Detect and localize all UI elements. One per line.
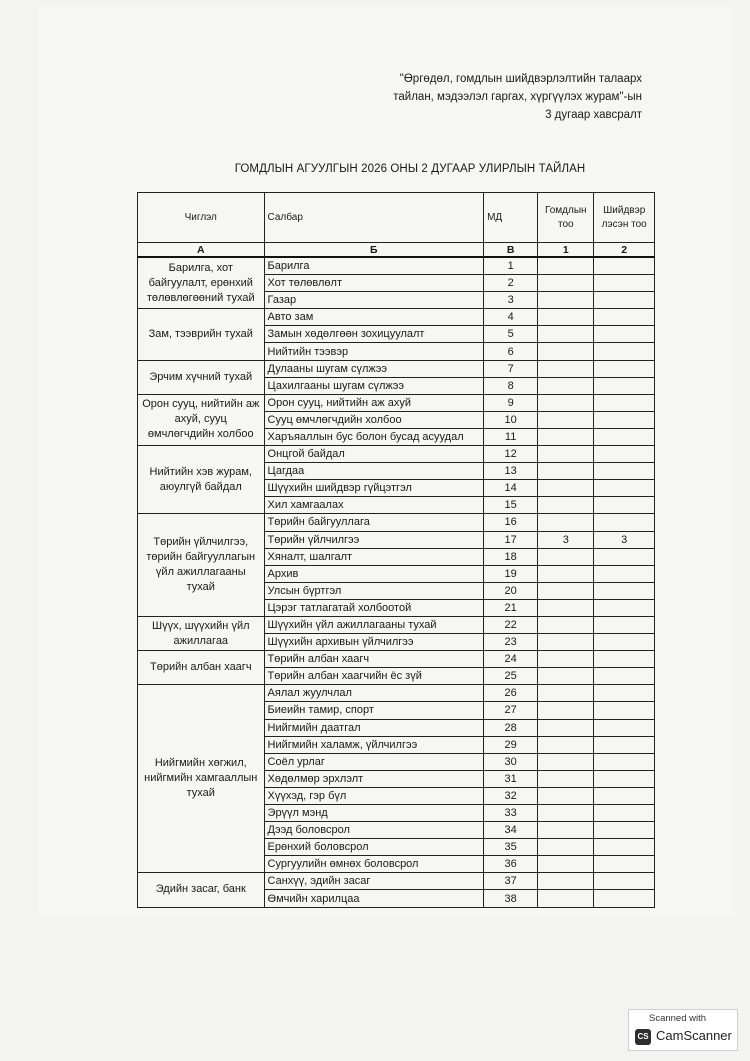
resolved-count-cell (594, 634, 655, 651)
resolved-count-cell (594, 257, 655, 275)
code-cell: 25 (484, 668, 538, 685)
resolved-count-cell (594, 582, 655, 599)
subcategory-cell: Аялал жуулчлал (264, 685, 484, 702)
subcategory-cell: Орон сууц, нийтийн аж ахуй (264, 394, 484, 411)
watermark-caption: Scanned with (649, 1013, 707, 1024)
complaint-count-cell (538, 805, 594, 822)
subcategory-cell: Өмчийн харилцаа (264, 890, 484, 907)
subcategory-cell: Хот төлөвлөлт (264, 275, 484, 292)
code-cell: 14 (484, 480, 538, 497)
resolved-count-cell (594, 839, 655, 856)
table-row (138, 360, 655, 377)
complaint-count-cell (538, 599, 594, 616)
header-resolved: Шийдвэр лэсэн тоо (594, 193, 655, 243)
resolved-count-cell (594, 343, 655, 360)
code-cell: 11 (484, 428, 538, 445)
subcategory-cell: Шүүхийн шийдвэр гүйцэтгэл (264, 480, 484, 497)
resolved-count-cell (594, 360, 655, 377)
subcategory-cell: Архив (264, 565, 484, 582)
watermark-name: CamScanner (656, 1028, 732, 1043)
subcategory-cell: Сургуулийн өмнөх боловсрол (264, 856, 484, 873)
code-cell: 23 (484, 634, 538, 651)
complaint-count-cell (538, 257, 594, 275)
subcategory-cell: Цахилгааны шугам сүлжээ (264, 377, 484, 394)
table-row (138, 685, 655, 702)
complaint-count-cell (538, 770, 594, 787)
complaint-count-cell (538, 753, 594, 770)
complaint-count-cell (538, 428, 594, 445)
table-row (138, 394, 655, 411)
resolved-count-cell (594, 719, 655, 736)
category-cell: Эрчим хүчний тухай (138, 360, 265, 394)
complaint-count-cell (538, 822, 594, 839)
subcategory-cell: Цагдаа (264, 463, 484, 480)
complaint-count-cell (538, 548, 594, 565)
resolved-count-cell (594, 651, 655, 668)
code-cell: 16 (484, 514, 538, 531)
code-cell: 36 (484, 856, 538, 873)
complaint-count-cell (538, 292, 594, 309)
resolved-count-cell (594, 702, 655, 719)
resolved-count-cell (594, 480, 655, 497)
code-cell: 22 (484, 616, 538, 633)
complaint-count-cell (538, 565, 594, 582)
table-row (138, 616, 655, 633)
resolved-count-cell (594, 822, 655, 839)
table-row (138, 873, 655, 890)
resolved-count-cell (594, 873, 655, 890)
category-cell: Нийгмийн хөгжил, нийгмийн хамгааллын тухай (138, 685, 265, 873)
code-cell: 33 (484, 805, 538, 822)
subcategory-cell: Хөдөлмөр эрхлэлт (264, 770, 484, 787)
subcategory-cell: Хил хамгаалах (264, 497, 484, 514)
code-cell: 12 (484, 446, 538, 463)
subcategory-cell: Барилга (264, 257, 484, 275)
complaint-count-cell (538, 394, 594, 411)
resolved-count-cell (594, 377, 655, 394)
appendix-line-3: 3 дугаар хавсралт (545, 109, 642, 121)
complaint-count-cell (538, 651, 594, 668)
code-cell: 10 (484, 411, 538, 428)
code-cell: 28 (484, 719, 538, 736)
subcategory-cell: Хүүхэд, гэр бүл (264, 787, 484, 804)
subcategory-cell: Дулааны шугам сүлжээ (264, 360, 484, 377)
complaint-count-cell (538, 411, 594, 428)
subcategory-cell: Авто зам (264, 309, 484, 326)
code-cell: 27 (484, 702, 538, 719)
complaint-count-cell (538, 463, 594, 480)
table-row (138, 309, 655, 326)
resolved-count-cell (594, 856, 655, 873)
resolved-count-cell (594, 394, 655, 411)
subcategory-cell: Санхүү, эдийн засаг (264, 873, 484, 890)
resolved-count-cell (594, 805, 655, 822)
header-category: Чиглэл (138, 193, 265, 243)
header-subcategory: Салбар (264, 193, 484, 243)
appendix-note (393, 70, 642, 124)
report-title: ГОМДЛЫН АГУУЛГЫН 2026 ОНЫ 2 ДУГААР УЛИРЛЫН ТАЙЛАН (234, 163, 586, 175)
code-cell: 7 (484, 360, 538, 377)
complaint-count-cell (538, 497, 594, 514)
resolved-count-cell (594, 309, 655, 326)
report-body (138, 257, 655, 907)
camscanner-watermark (628, 1009, 738, 1051)
complaint-count-cell (538, 702, 594, 719)
subcategory-cell: Төрийн үйлчилгээ (264, 531, 484, 548)
table-row (138, 257, 655, 275)
subcategory-cell: Цэрэг татлагатай холбоотой (264, 599, 484, 616)
letter-2: 2 (594, 243, 655, 258)
complaint-count-cell (538, 275, 594, 292)
header-complaints: Гомдлын тоо (538, 193, 594, 243)
code-cell: 8 (484, 377, 538, 394)
resolved-count-cell (594, 685, 655, 702)
resolved-count-cell (594, 514, 655, 531)
subcategory-cell: Эрүүл мэнд (264, 805, 484, 822)
letter-1: 1 (538, 243, 594, 258)
code-cell: 29 (484, 736, 538, 753)
complaint-count-cell (538, 582, 594, 599)
resolved-count-cell (594, 411, 655, 428)
code-cell: 4 (484, 309, 538, 326)
complaint-count-cell (538, 360, 594, 377)
code-cell: 2 (484, 275, 538, 292)
complaint-count-cell (538, 446, 594, 463)
code-cell: 20 (484, 582, 538, 599)
resolved-count-cell (594, 616, 655, 633)
subcategory-cell: Сууц өмчлөгчдийн холбоо (264, 411, 484, 428)
subcategory-cell: Шүүхийн архивын үйлчилгээ (264, 634, 484, 651)
subcategory-cell: Төрийн байгууллага (264, 514, 484, 531)
category-cell: Шүүх, шүүхийн үйл ажиллагаа (138, 616, 265, 650)
category-cell: Эдийн засаг, банк (138, 873, 265, 907)
complaint-count-cell (538, 873, 594, 890)
header-code: МД (484, 193, 538, 243)
camscanner-logo-icon: CS (635, 1029, 651, 1045)
code-cell: 13 (484, 463, 538, 480)
table-row (138, 514, 655, 531)
complaint-count-cell (538, 719, 594, 736)
resolved-count-cell (594, 326, 655, 343)
complaint-count-cell (538, 480, 594, 497)
resolved-count-cell (594, 292, 655, 309)
resolved-count-cell (594, 736, 655, 753)
code-cell: 3 (484, 292, 538, 309)
resolved-count-cell (594, 497, 655, 514)
table-row (138, 651, 655, 668)
resolved-count-cell (594, 565, 655, 582)
complaint-count-cell (538, 839, 594, 856)
code-cell: 9 (484, 394, 538, 411)
subcategory-cell: Газар (264, 292, 484, 309)
complaint-count-cell (538, 326, 594, 343)
code-cell: 15 (484, 497, 538, 514)
resolved-count-cell (594, 275, 655, 292)
subcategory-cell: Дээд боловсрол (264, 822, 484, 839)
code-cell: 19 (484, 565, 538, 582)
code-cell: 30 (484, 753, 538, 770)
category-cell: Орон сууц, нийтийн аж ахуй, сууц өмчлөгчдийн холбоо (138, 394, 265, 445)
complaint-count-cell (538, 668, 594, 685)
complaint-report-table (137, 192, 655, 908)
subcategory-cell: Нийгмийн халамж, үйлчилгээ (264, 736, 484, 753)
subcategory-cell: Онцгой байдал (264, 446, 484, 463)
code-cell: 17 (484, 531, 538, 548)
code-cell: 26 (484, 685, 538, 702)
letter-b: Б (264, 243, 484, 258)
subcategory-cell: Шүүхийн үйл ажиллагааны тухай (264, 616, 484, 633)
code-cell: 35 (484, 839, 538, 856)
complaint-count-cell: 3 (538, 531, 594, 548)
complaint-count-cell (538, 514, 594, 531)
table-row (138, 446, 655, 463)
code-cell: 34 (484, 822, 538, 839)
code-cell: 1 (484, 257, 538, 275)
resolved-count-cell (594, 463, 655, 480)
category-cell: Төрийн үйлчилгээ, төрийн байгууллагын үйл ажиллагааны тухай (138, 514, 265, 617)
complaint-count-cell (538, 616, 594, 633)
category-cell: Төрийн албан хаагч (138, 651, 265, 685)
appendix-line-2: тайлан, мэдээлэл гаргах, хүргүүлэх журам"-ын (393, 91, 642, 103)
subcategory-cell: Соёл урлаг (264, 753, 484, 770)
code-cell: 21 (484, 599, 538, 616)
complaint-count-cell (538, 309, 594, 326)
subcategory-cell: Төрийн албан хаагч (264, 651, 484, 668)
resolved-count-cell (594, 599, 655, 616)
subcategory-cell: Хяналт, шалгалт (264, 548, 484, 565)
resolved-count-cell (594, 548, 655, 565)
letter-a: А (138, 243, 265, 258)
category-cell: Зам, тээврийн тухай (138, 309, 265, 360)
complaint-count-cell (538, 736, 594, 753)
resolved-count-cell: 3 (594, 531, 655, 548)
code-cell: 6 (484, 343, 538, 360)
complaint-count-cell (538, 856, 594, 873)
code-cell: 38 (484, 890, 538, 907)
code-cell: 24 (484, 651, 538, 668)
code-cell: 31 (484, 770, 538, 787)
subcategory-cell: Харъяаллын бус болон бусад асуудал (264, 428, 484, 445)
code-cell: 5 (484, 326, 538, 343)
code-cell: 18 (484, 548, 538, 565)
complaint-count-cell (538, 343, 594, 360)
subcategory-cell: Улсын бүртгэл (264, 582, 484, 599)
complaint-count-cell (538, 890, 594, 907)
complaint-count-cell (538, 685, 594, 702)
category-cell: Нийтийн хэв журам, аюулгүй байдал (138, 446, 265, 514)
subcategory-cell: Нийгмийн даатгал (264, 719, 484, 736)
resolved-count-cell (594, 890, 655, 907)
code-cell: 32 (484, 787, 538, 804)
appendix-line-1: "Өргөдөл, гомдлын шийдвэрлэлтийн талаарх (399, 73, 642, 85)
complaint-count-cell (538, 787, 594, 804)
code-cell: 37 (484, 873, 538, 890)
category-cell: Барилга, хот байгуулалт, ерөнхий төлөвлөгөөний тухай (138, 257, 265, 309)
resolved-count-cell (594, 446, 655, 463)
subcategory-cell: Замын хөдөлгөөн зохицуулалт (264, 326, 484, 343)
letter-v: В (484, 243, 538, 258)
complaint-count-cell (538, 377, 594, 394)
resolved-count-cell (594, 428, 655, 445)
subcategory-cell: Төрийн албан хаагчийн ёс зүй (264, 668, 484, 685)
resolved-count-cell (594, 787, 655, 804)
subcategory-cell: Ерөнхий боловсрол (264, 839, 484, 856)
subcategory-cell: Нийтийн тээвэр (264, 343, 484, 360)
subcategory-cell: Биеийн тамир, спорт (264, 702, 484, 719)
resolved-count-cell (594, 753, 655, 770)
resolved-count-cell (594, 770, 655, 787)
resolved-count-cell (594, 668, 655, 685)
complaint-count-cell (538, 634, 594, 651)
